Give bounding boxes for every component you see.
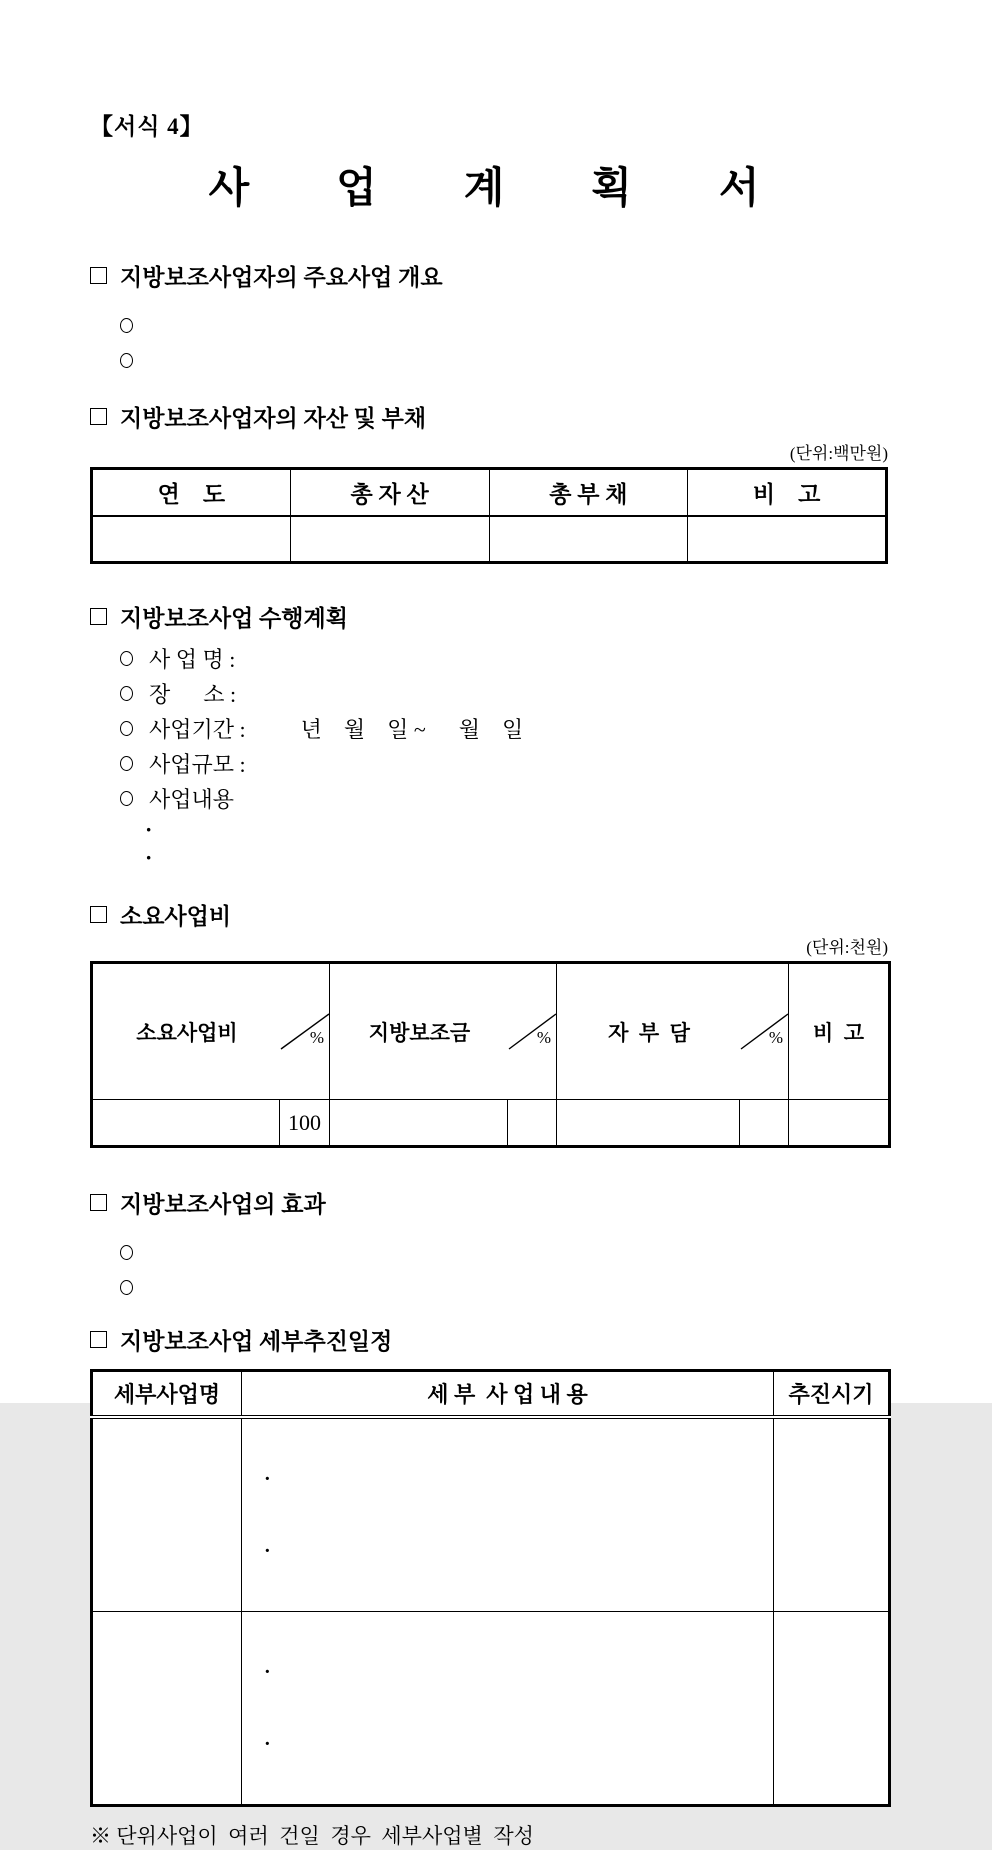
assets-unit-label: (단위:백만원) — [789, 444, 888, 463]
section-overview-heading — [90, 259, 888, 292]
plan-item-scale — [120, 746, 888, 781]
dot-item: · — [264, 1660, 271, 1683]
year-cell — [92, 516, 291, 563]
subsidy-cell — [330, 1100, 508, 1147]
percent-symbol: % — [309, 1028, 324, 1047]
checkbox-icon — [90, 267, 107, 284]
section-overview-label: 지방보조사업자의 주요사업 개요 — [120, 265, 443, 290]
detail-cell — [242, 1417, 774, 1612]
section-budget-label: 소요사업비 — [120, 904, 232, 929]
column-header-year: 연 도 — [92, 469, 291, 516]
column-header-total-cost: 소요사업비 % — [92, 963, 330, 1100]
assets-table — [90, 467, 888, 564]
assets-header-row — [92, 469, 887, 516]
budget-unit-label: (단위:천원) — [806, 938, 888, 957]
percent-symbol: % — [536, 1028, 551, 1047]
dot-item: · — [264, 1732, 271, 1755]
section-plan-heading — [90, 600, 888, 633]
section-assets-heading — [90, 400, 888, 433]
column-header-total-liabilities: 총 부 채 — [489, 469, 688, 516]
circle-bullet-icon — [120, 318, 133, 333]
plan-item-label: 사업기간 : 년 월 일 ~ 월 일 — [149, 717, 524, 742]
bullet-item — [120, 308, 888, 343]
circle-bullet-icon — [120, 1280, 133, 1295]
detail-cell — [242, 1611, 774, 1805]
percent-symbol: % — [768, 1028, 784, 1047]
section-schedule-label: 지방보조사업 세부추진일정 — [120, 1329, 393, 1354]
schedule-data-row — [92, 1417, 890, 1612]
note-cell — [789, 1100, 890, 1147]
circle-bullet-icon — [120, 353, 133, 368]
total-assets-cell — [290, 516, 489, 563]
checkbox-icon — [90, 1331, 107, 1348]
schedule-header-row — [92, 1371, 890, 1417]
effect-bullets — [120, 1235, 888, 1305]
column-header-note: 비 고 — [789, 963, 890, 1100]
timing-cell — [774, 1611, 890, 1805]
section-schedule-heading — [90, 1323, 888, 1356]
self-funding-cell — [557, 1100, 740, 1147]
footnote: ※ 단위사업이 여러 건일 경우 세부사업별 작성 — [90, 1823, 534, 1848]
percent-subheader — [281, 1014, 329, 1049]
plan-dot-item: · — [145, 817, 153, 842]
section-effect-heading — [90, 1186, 888, 1219]
column-header-sub-project: 세부사업명 — [92, 1371, 242, 1417]
dot-item: · — [264, 1467, 271, 1490]
checkbox-icon — [90, 906, 107, 923]
document-title: 사 업 계 획 서 — [208, 166, 770, 212]
column-header-self-funding: 자 부 담 % — [557, 963, 789, 1100]
plan-item-label: 사 업 명 : — [149, 647, 236, 672]
circle-bullet-icon — [120, 756, 133, 771]
circle-bullet-icon — [120, 651, 133, 666]
section-assets-label: 지방보조사업자의 자산 및 부채 — [120, 406, 427, 431]
section-effect-label: 지방보조사업의 효과 — [120, 1192, 326, 1217]
bullet-item — [120, 343, 888, 378]
overview-bullets — [120, 308, 888, 378]
sub-project-cell — [92, 1611, 242, 1805]
section-budget-heading — [90, 898, 888, 931]
plan-item-content — [120, 781, 888, 816]
circle-bullet-icon — [120, 1245, 133, 1260]
plan-item-period — [120, 711, 888, 746]
percent-subheader — [509, 1014, 556, 1049]
checkbox-icon — [90, 408, 107, 425]
total-percent-cell: 100 — [280, 1100, 330, 1147]
checkbox-icon — [90, 608, 107, 625]
checkbox-icon — [90, 1194, 107, 1211]
column-header-sub-project-detail: 세 부 사 업 내 용 — [242, 1371, 774, 1417]
bullet-item — [120, 1235, 888, 1270]
dot-item: · — [264, 1539, 271, 1562]
plan-dot-item: · — [145, 845, 153, 870]
total-cost-cell — [92, 1100, 280, 1147]
bullet-item — [120, 1270, 888, 1305]
schedule-data-row — [92, 1611, 890, 1805]
circle-bullet-icon — [120, 791, 133, 806]
column-header-subsidy: 지방보조금 % — [330, 963, 557, 1100]
schedule-table — [90, 1369, 891, 1807]
sub-project-cell — [92, 1417, 242, 1612]
budget-header-row — [92, 963, 890, 1100]
percent-subheader — [741, 1014, 788, 1049]
column-header-total-assets: 총 자 산 — [290, 469, 489, 516]
circle-bullet-icon — [120, 686, 133, 701]
plan-item-label: 사업규모 : — [149, 752, 246, 777]
section-plan-label: 지방보조사업 수행계획 — [120, 606, 348, 631]
plan-item-place — [120, 676, 888, 711]
form-tag: 【서식 4】 — [90, 114, 204, 139]
assets-data-row — [92, 516, 887, 563]
column-header-note: 비 고 — [688, 469, 887, 516]
timing-cell — [774, 1417, 890, 1612]
circle-bullet-icon — [120, 721, 133, 736]
column-header-timing: 추진시기 — [774, 1371, 890, 1417]
plan-item-label: 사업내용 — [149, 787, 235, 812]
budget-table — [90, 961, 891, 1148]
plan-items — [120, 641, 888, 816]
plan-item-name — [120, 641, 888, 676]
note-cell — [688, 516, 887, 563]
plan-item-label: 장 소 : — [149, 682, 237, 707]
total-liabilities-cell — [489, 516, 688, 563]
